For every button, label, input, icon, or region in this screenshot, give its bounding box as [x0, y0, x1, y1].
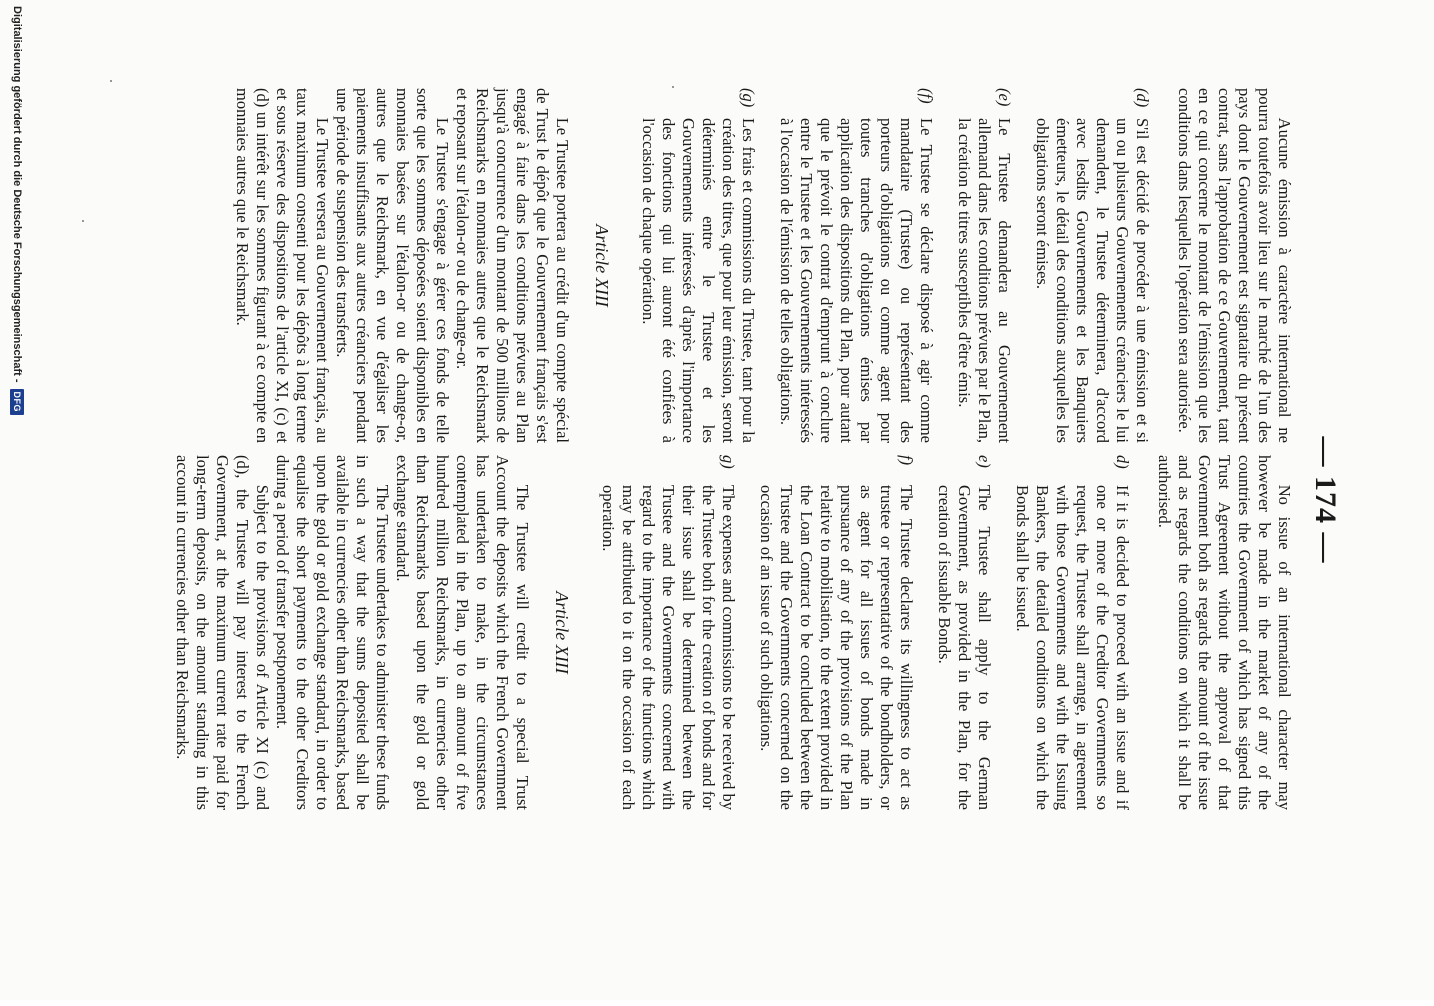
english-column [172, 455, 1294, 810]
english-clause-d [1012, 455, 1132, 810]
clause-text: If it is decided to proceed with an issue and if one or more of the Creditor Governments so request, the Trustee shall arrange, in agreement with those Governments and with the Issuing Bankers, the detailed conditions on which the Bonds shall be issued. [1013, 485, 1132, 810]
french-clause-f [776, 88, 936, 443]
french-article-title: Article XIII [592, 224, 612, 307]
french-article-paragraph: Le Trustee portera au crédit d'un compte spécial de Trust le dépôt que le Gouvernement français s'est engagé à faire dans les conditions prévues au Plan jusqu'à concurrence d'un montant de 500 millions de Reichsmarks en monnaies autres que le Reichsmark et reposant sur l'étalon-or ou de change-or. [453, 88, 572, 443]
english-article-title: Article XIII [552, 591, 572, 674]
french-article-paragraph: Le Trustee s'engage à gérer ces fonds de telle sorte que les sommes déposées soient disponibles en monnaies basées sur l'étalon-or ou de change-or, autres que le Reichsmark, en vue d'égaliser les paiements insuffisants aux autres créanciers pendant une période de suspension des transferts. [333, 88, 452, 443]
clause-text: Le Trustee se déclare disposé à agir comme mandataire (Trustee) ou représentant des porteurs d'obligations ou comme agent pour toutes tranches d'obligations émises par application des dispositions du Plan, pour autant que le prévoit le contrat d'emprunt à conclure entre le Trustee et les Gouvernements intéressés à l'occasion de l'émission de telles obligations. [777, 118, 936, 443]
clause-text: The Trustee declares its willingness to act as trustee or representative of the bondholders, or as agent for all issues of bonds made in pursuance of any of the provisions of the Plan relative to mobilisation, to the extent provided in the Loan Contract to be concluded between the Trustee and the Governments concerned on the occasion of an issue of such obligations. [757, 485, 916, 810]
scan-speck [110, 80, 112, 82]
english-intro-paragraph: No issue of an international character may however be made in the market of any of the countries the Government of which has signed this Trust Agreement without the approval of that Government both as regards the amount of the issue and as regards the conditions on which it shall be authorised. [1155, 455, 1294, 810]
clause-marker: (e) [995, 88, 1014, 107]
clause-text: Le Trustee demandera au Gouvernement allemand dans les conditions prévues par le Plan, la création de titres susceptibles d'être émis. [955, 118, 1014, 443]
english-article-paragraph: The Trustee will credit to a special Trust Account the deposits which the French Government has undertaken to make, in the circumstances contemplated in the Plan, up to an amount of five hundred million Reichsmarks, in currencies other than Reichsmarks based upon the gold or gold exchange standard. [393, 455, 532, 810]
english-clause-e [934, 455, 994, 810]
french-clause-g [638, 88, 758, 443]
french-article-paragraph: Le Trustee versera au Gouvernement français, au taux maximum consenti pour les dépôts à long terme et sous réserve des dispositions de l'article XI, (c) et (d) un intérêt sur les sommes figurant à ce compte en monnaies autres que le Reichsmark. [233, 88, 332, 443]
clause-marker: (d) [1133, 88, 1152, 108]
clause-text: Les frais et commissions du Trustee, tant pour la création des titres, que pour leur émission, seront déterminés entre le Trustee et les Gouvernements intéressés d'après l'importance des fonctions qui lui auront été confiées à l'occasion de chaque opération. [639, 118, 758, 443]
english-article-paragraph: The Trustee undertakes to administer these funds in such a way that the sums deposited shall be available in currencies other than Reichsmarks, based upon the gold or gold exchange standard, in order to equalise the short payments to the other Creditors during a period of transfer postponement. [273, 455, 392, 810]
english-article-paragraph: Subject to the provisions of Article XI (c) and (d), the Trustee will pay interest to the French Government, at the maximum current rate paid for long-term deposits, on the amount standing in this account in currencies other than Reichsmarks. [173, 455, 272, 810]
french-clause-e [954, 88, 1014, 443]
clause-marker: (g) [739, 88, 758, 108]
clause-marker: e) [975, 455, 994, 468]
clause-text: S'il est décidé de procéder à une émission et si un ou plusieurs Gouvernements créanciers le lui demandent, le Trustee déterminera, d'accord avec lesdits Gouvernements et les Banquiers émetteurs, le détail des conditions auxquelles les obligations seront émises. [1033, 118, 1152, 443]
page-number: — 174 — [1309, 436, 1342, 564]
french-column [232, 88, 1294, 443]
clause-marker: g) [719, 455, 738, 469]
scan-speck [82, 220, 84, 222]
french-intro-paragraph: Aucune émission à caractère international ne pourra toutefois avoir lieu sur le marché de l'un des pays dont le Gouvernement est signataire du présent contrat, sans l'approbation de ce Gouvernement, tant en ce qui concerne le montant de l'émission que les conditions dans lesquelles l'opération sera autorisée. [1175, 88, 1294, 443]
digitization-footer [10, 0, 24, 1006]
footer-credit-text: Digitalisierung gefördert durch die Deutsche Forschungsgemeinschaft - [11, 6, 23, 383]
dfg-logo: DFG [10, 389, 24, 416]
clause-text: The expenses and commissions to be received by the Trustee both for the creation of bonds and for their issue shall be determined between the Trustee and the Governments concerned with regard to the importance of the functions which may be attributed to it on the occasion of each operation. [599, 485, 738, 810]
clause-marker: f) [897, 455, 916, 466]
clause-marker: d) [1113, 455, 1132, 469]
clause-text: The Trustee shall apply to the German Government, as provided in the Plan, for the creation of issuable Bonds. [935, 485, 994, 810]
clause-marker: (f) [917, 88, 936, 104]
english-clause-f [756, 455, 916, 810]
french-clause-d [1032, 88, 1152, 443]
english-clause-g [598, 455, 738, 810]
